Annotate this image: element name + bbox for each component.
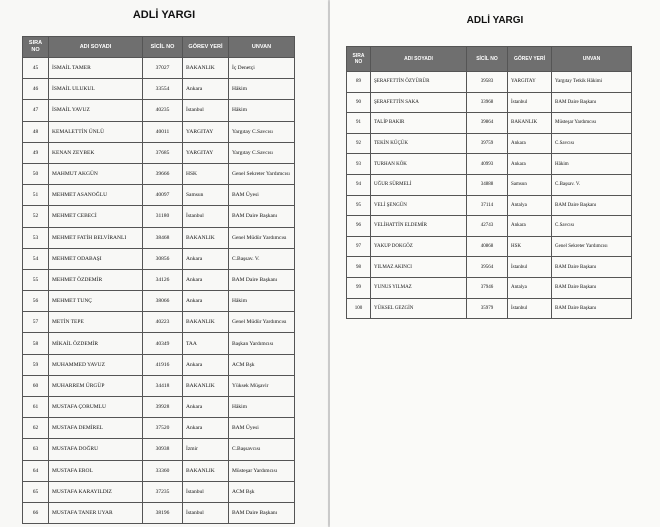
cell-unvan: Yargıtay Tetkik Hâkimi — [552, 72, 632, 93]
cell-adi-soyadi: METİN TEPE — [49, 312, 143, 333]
cell-sicil-no: 40993 — [467, 154, 508, 175]
cell-unvan: ACM Bşk — [229, 481, 295, 502]
cell-gorev-yeri: İstanbul — [508, 298, 552, 319]
cell-sira-no: 48 — [23, 121, 49, 142]
cell-gorev-yeri: Ankara — [508, 216, 552, 237]
cell-unvan: C.Savcısı — [552, 133, 632, 154]
cell-unvan: Genel Sekreter Yardımcısı — [229, 163, 295, 184]
cell-sira-no: 53 — [23, 227, 49, 248]
cell-gorev-yeri: Ankara — [183, 418, 229, 439]
cell-sicil-no: 33968 — [467, 92, 508, 113]
cell-sicil-no: 40223 — [143, 312, 183, 333]
cell-sira-no: 61 — [23, 397, 49, 418]
cell-sira-no: 92 — [347, 133, 371, 154]
cell-sira-no: 50 — [23, 163, 49, 184]
cell-adi-soyadi: KENAN ZEYBEK — [49, 142, 143, 163]
cell-gorev-yeri: İstanbul — [508, 257, 552, 278]
table-row — [23, 312, 295, 333]
cell-gorev-yeri: Antalya — [508, 195, 552, 216]
cell-sicil-no: 34126 — [143, 269, 183, 290]
cell-adi-soyadi: MEHMET ODABAŞI — [49, 248, 143, 269]
cell-unvan: Müsteşar Yardımcısı — [552, 113, 632, 134]
cell-sicil-no: 42743 — [467, 216, 508, 237]
table-row — [347, 113, 632, 134]
table-row — [347, 298, 632, 319]
cell-adi-soyadi: MUSTAFA EROL — [49, 460, 143, 481]
cell-unvan: C.Başsavcısı — [229, 439, 295, 460]
cell-unvan: C.Başsav. V. — [552, 174, 632, 195]
cell-adi-soyadi: MUSTAFA KARAYILDIZ — [49, 481, 143, 502]
cell-adi-soyadi: MİKAİL ÖZDEMİR — [49, 333, 143, 354]
cell-sira-no: 45 — [23, 58, 49, 79]
cell-sicil-no: 37685 — [143, 142, 183, 163]
cell-adi-soyadi: MUHARREM ÜRGÜP — [49, 375, 143, 396]
cell-sicil-no: 39928 — [143, 397, 183, 418]
table-row — [23, 333, 295, 354]
table-row — [347, 216, 632, 237]
cell-gorev-yeri: BAKANLIK — [183, 460, 229, 481]
column-header-gorev-yeri: GÖREV YERİ — [183, 37, 229, 58]
cell-unvan: BAM Daire Başkanı — [229, 502, 295, 523]
cell-adi-soyadi: İSMAİL ULUKUL — [49, 79, 143, 100]
cell-sira-no: 58 — [23, 333, 49, 354]
cell-sira-no: 51 — [23, 185, 49, 206]
cell-gorev-yeri: Samsun — [183, 185, 229, 206]
cell-sira-no: 99 — [347, 277, 371, 298]
cell-gorev-yeri: HSK — [508, 236, 552, 257]
cell-sicil-no: 41916 — [143, 354, 183, 375]
column-header-sicil-no: SİCİL NO — [467, 47, 508, 72]
cell-gorev-yeri: İstanbul — [183, 502, 229, 523]
cell-adi-soyadi: TALİP BAKIR — [371, 113, 467, 134]
table-header-row — [347, 47, 632, 72]
cell-unvan: BAM Daire Başkanı — [552, 195, 632, 216]
cell-unvan: İç Denetçi — [229, 58, 295, 79]
cell-adi-soyadi: TEKİN KÜÇÜK — [371, 133, 467, 154]
cell-unvan: Genel Müdür Yardımcısı — [229, 312, 295, 333]
cell-gorev-yeri: YARGITAY — [183, 142, 229, 163]
cell-adi-soyadi: MEHMET CEBECİ — [49, 206, 143, 227]
cell-sicil-no: 39583 — [467, 72, 508, 93]
cell-gorev-yeri: Ankara — [508, 154, 552, 175]
table-row — [23, 375, 295, 396]
cell-sicil-no: 37114 — [467, 195, 508, 216]
cell-sira-no: 52 — [23, 206, 49, 227]
table-row — [23, 502, 295, 523]
cell-sicil-no: 40011 — [143, 121, 183, 142]
table-row — [347, 257, 632, 278]
page-title: ADLİ YARGI — [132, 9, 196, 21]
cell-sira-no: 96 — [347, 216, 371, 237]
table-row — [23, 418, 295, 439]
personnel-table — [22, 36, 295, 524]
cell-unvan: ACM Bşk — [229, 354, 295, 375]
cell-gorev-yeri: Ankara — [183, 397, 229, 418]
table-row — [23, 439, 295, 460]
cell-sira-no: 59 — [23, 354, 49, 375]
cell-sira-no: 65 — [23, 481, 49, 502]
column-header-unvan: UNVAN — [229, 37, 295, 58]
table-row — [23, 460, 295, 481]
cell-sira-no: 62 — [23, 418, 49, 439]
cell-sicil-no: 39864 — [467, 113, 508, 134]
cell-sicil-no: 33554 — [143, 79, 183, 100]
cell-sicil-no: 40349 — [143, 333, 183, 354]
cell-gorev-yeri: Samsun — [508, 174, 552, 195]
cell-sicil-no: 38066 — [143, 291, 183, 312]
cell-unvan: C.Başsav. V. — [229, 248, 295, 269]
table-body — [347, 72, 632, 319]
cell-sira-no: 46 — [23, 79, 49, 100]
cell-sira-no: 90 — [347, 92, 371, 113]
cell-adi-soyadi: İSMAİL YAVUZ — [49, 100, 143, 121]
cell-adi-soyadi: YAKUP DOKGÖZ — [371, 236, 467, 257]
cell-adi-soyadi: MUSTAFA DEMİREL — [49, 418, 143, 439]
cell-sicil-no: 34418 — [143, 375, 183, 396]
cell-sira-no: 94 — [347, 174, 371, 195]
cell-sira-no: 63 — [23, 439, 49, 460]
cell-adi-soyadi: UĞUR SÜRMELİ — [371, 174, 467, 195]
cell-gorev-yeri: TAA — [183, 333, 229, 354]
cell-sira-no: 55 — [23, 269, 49, 290]
cell-gorev-yeri: HSK — [183, 163, 229, 184]
table-row — [347, 277, 632, 298]
cell-sira-no: 95 — [347, 195, 371, 216]
table-row — [347, 236, 632, 257]
table-row — [347, 174, 632, 195]
cell-gorev-yeri: Antalya — [508, 277, 552, 298]
cell-sicil-no: 35979 — [467, 298, 508, 319]
cell-adi-soyadi: YUNUS YILMAZ — [371, 277, 467, 298]
cell-unvan: BAM Daire Başkanı — [552, 92, 632, 113]
cell-adi-soyadi: MUHAMMED YAVUZ — [49, 354, 143, 375]
cell-sira-no: 93 — [347, 154, 371, 175]
cell-sicil-no: 37946 — [467, 277, 508, 298]
cell-adi-soyadi: ŞERAFETTİN SAKA — [371, 92, 467, 113]
cell-gorev-yeri: İstanbul — [183, 100, 229, 121]
cell-sicil-no: 39666 — [143, 163, 183, 184]
table-header-row — [23, 37, 295, 58]
cell-sira-no: 56 — [23, 291, 49, 312]
cell-unvan: C.Savcısı — [552, 216, 632, 237]
cell-sira-no: 47 — [23, 100, 49, 121]
cell-sicil-no: 37235 — [143, 481, 183, 502]
cell-gorev-yeri: BAKANLIK — [508, 113, 552, 134]
table-row — [23, 227, 295, 248]
cell-sicil-no: 40868 — [467, 236, 508, 257]
cell-gorev-yeri: Ankara — [183, 79, 229, 100]
cell-gorev-yeri: İstanbul — [183, 481, 229, 502]
cell-sira-no: 66 — [23, 502, 49, 523]
cell-sira-no: 60 — [23, 375, 49, 396]
cell-adi-soyadi: VELİ ŞENGÜN — [371, 195, 467, 216]
page-title: ADLİ YARGI — [466, 15, 524, 26]
cell-sira-no: 49 — [23, 142, 49, 163]
table-row — [347, 133, 632, 154]
cell-adi-soyadi: MEHMET FATİH BELVİRANLI — [49, 227, 143, 248]
cell-adi-soyadi: VELİHATTİN ELDEMİR — [371, 216, 467, 237]
cell-adi-soyadi: KEMALETTİN ÜNLÜ — [49, 121, 143, 142]
cell-unvan: Müsteşar Yardımcısı — [229, 460, 295, 481]
cell-adi-soyadi: MEHMET ASANOĞLU — [49, 185, 143, 206]
cell-sira-no: 64 — [23, 460, 49, 481]
table-row — [23, 354, 295, 375]
table-row — [23, 79, 295, 100]
column-header-unvan: UNVAN — [552, 47, 632, 72]
cell-adi-soyadi: ŞERAFETTİN ÖZYÜRÜR — [371, 72, 467, 93]
cell-gorev-yeri: Ankara — [183, 269, 229, 290]
table-body — [23, 58, 295, 524]
cell-unvan: Yüksek Müşavir — [229, 375, 295, 396]
table-row — [23, 248, 295, 269]
cell-unvan: Hâkim — [229, 291, 295, 312]
table-row — [23, 291, 295, 312]
table-row — [23, 481, 295, 502]
column-header-sicil-no: SİCİL NO — [143, 37, 183, 58]
table-row — [23, 206, 295, 227]
cell-sicil-no: 40235 — [143, 100, 183, 121]
table-row — [23, 100, 295, 121]
cell-sicil-no: 30856 — [143, 248, 183, 269]
column-header-gorev-yeri: GÖREV YERİ — [508, 47, 552, 72]
cell-unvan: BAM Daire Başkanı — [229, 269, 295, 290]
cell-sira-no: 100 — [347, 298, 371, 319]
cell-gorev-yeri: YARGITAY — [508, 72, 552, 93]
cell-sicil-no: 38196 — [143, 502, 183, 523]
cell-adi-soyadi: MUSTAFA TANER UYAR — [49, 502, 143, 523]
cell-adi-soyadi: MUSTAFA DOĞRU — [49, 439, 143, 460]
table-row — [347, 72, 632, 93]
column-header-adi-soyadi: ADI SOYADI — [371, 47, 467, 72]
cell-sicil-no: 30938 — [143, 439, 183, 460]
cell-sira-no: 54 — [23, 248, 49, 269]
cell-adi-soyadi: YÜKSEL GEZGİN — [371, 298, 467, 319]
cell-gorev-yeri: BAKANLIK — [183, 375, 229, 396]
cell-gorev-yeri: BAKANLIK — [183, 58, 229, 79]
cell-gorev-yeri: Ankara — [183, 291, 229, 312]
cell-adi-soyadi: MEHMET TUNÇ — [49, 291, 143, 312]
cell-sicil-no: 39564 — [467, 257, 508, 278]
cell-gorev-yeri: Ankara — [183, 248, 229, 269]
cell-sira-no: 97 — [347, 236, 371, 257]
cell-sicil-no: 37027 — [143, 58, 183, 79]
cell-sira-no: 91 — [347, 113, 371, 134]
cell-unvan: Genel Sekreter Yardımcısı — [552, 236, 632, 257]
table-row — [23, 163, 295, 184]
cell-unvan: Hâkim — [229, 79, 295, 100]
cell-unvan: BAM Daire Başkanı — [552, 277, 632, 298]
cell-sira-no: 89 — [347, 72, 371, 93]
column-header-sira-no: SIRA NO — [347, 47, 371, 72]
cell-adi-soyadi: MEHMET ÖZDEMİR — [49, 269, 143, 290]
cell-unvan: Hâkim — [229, 100, 295, 121]
cell-adi-soyadi: TURHAN KÖK — [371, 154, 467, 175]
cell-sira-no: 98 — [347, 257, 371, 278]
cell-sicil-no: 37520 — [143, 418, 183, 439]
cell-adi-soyadi: İSMAİL TAMER — [49, 58, 143, 79]
cell-unvan: Genel Müdür Yardımcısı — [229, 227, 295, 248]
cell-unvan: BAM Daire Başkanı — [552, 257, 632, 278]
table-row — [23, 269, 295, 290]
cell-gorev-yeri: İstanbul — [508, 92, 552, 113]
cell-unvan: BAM Üyesi — [229, 185, 295, 206]
table-row — [347, 92, 632, 113]
cell-gorev-yeri: İzmir — [183, 439, 229, 460]
table-row — [23, 397, 295, 418]
cell-gorev-yeri: YARGITAY — [183, 121, 229, 142]
document-page-left — [0, 0, 328, 527]
cell-unvan: BAM Üyesi — [229, 418, 295, 439]
table-row — [23, 121, 295, 142]
cell-gorev-yeri: Ankara — [508, 133, 552, 154]
cell-adi-soyadi: YILMAZ AKINCI — [371, 257, 467, 278]
cell-sicil-no: 38468 — [143, 227, 183, 248]
cell-unvan: BAM Daire Başkanı — [552, 298, 632, 319]
table-row — [347, 154, 632, 175]
table-row — [23, 58, 295, 79]
cell-gorev-yeri: İstanbul — [183, 206, 229, 227]
cell-sicil-no: 33360 — [143, 460, 183, 481]
table-row — [23, 185, 295, 206]
cell-sicil-no: 31180 — [143, 206, 183, 227]
personnel-table — [346, 46, 632, 319]
cell-sira-no: 57 — [23, 312, 49, 333]
table-row — [23, 142, 295, 163]
cell-unvan: Yargıtay C.Savcısı — [229, 142, 295, 163]
column-header-sira-no: SIRA NO — [23, 37, 49, 58]
cell-gorev-yeri: BAKANLIK — [183, 227, 229, 248]
column-header-adi-soyadi: ADI SOYADI — [49, 37, 143, 58]
cell-gorev-yeri: BAKANLIK — [183, 312, 229, 333]
cell-unvan: BAM Daire Başkanı — [229, 206, 295, 227]
cell-sicil-no: 39759 — [467, 133, 508, 154]
cell-unvan: Hâkim — [552, 154, 632, 175]
cell-adi-soyadi: MAHMUT AKGÜN — [49, 163, 143, 184]
cell-unvan: Başkan Yardımcısı — [229, 333, 295, 354]
cell-unvan: Hâkim — [229, 397, 295, 418]
cell-adi-soyadi: MUSTAFA ÇORUMLU — [49, 397, 143, 418]
cell-sicil-no: 40097 — [143, 185, 183, 206]
cell-unvan: Yargıtay C.Savcısı — [229, 121, 295, 142]
cell-gorev-yeri: Ankara — [183, 354, 229, 375]
cell-sicil-no: 34888 — [467, 174, 508, 195]
table-row — [347, 195, 632, 216]
